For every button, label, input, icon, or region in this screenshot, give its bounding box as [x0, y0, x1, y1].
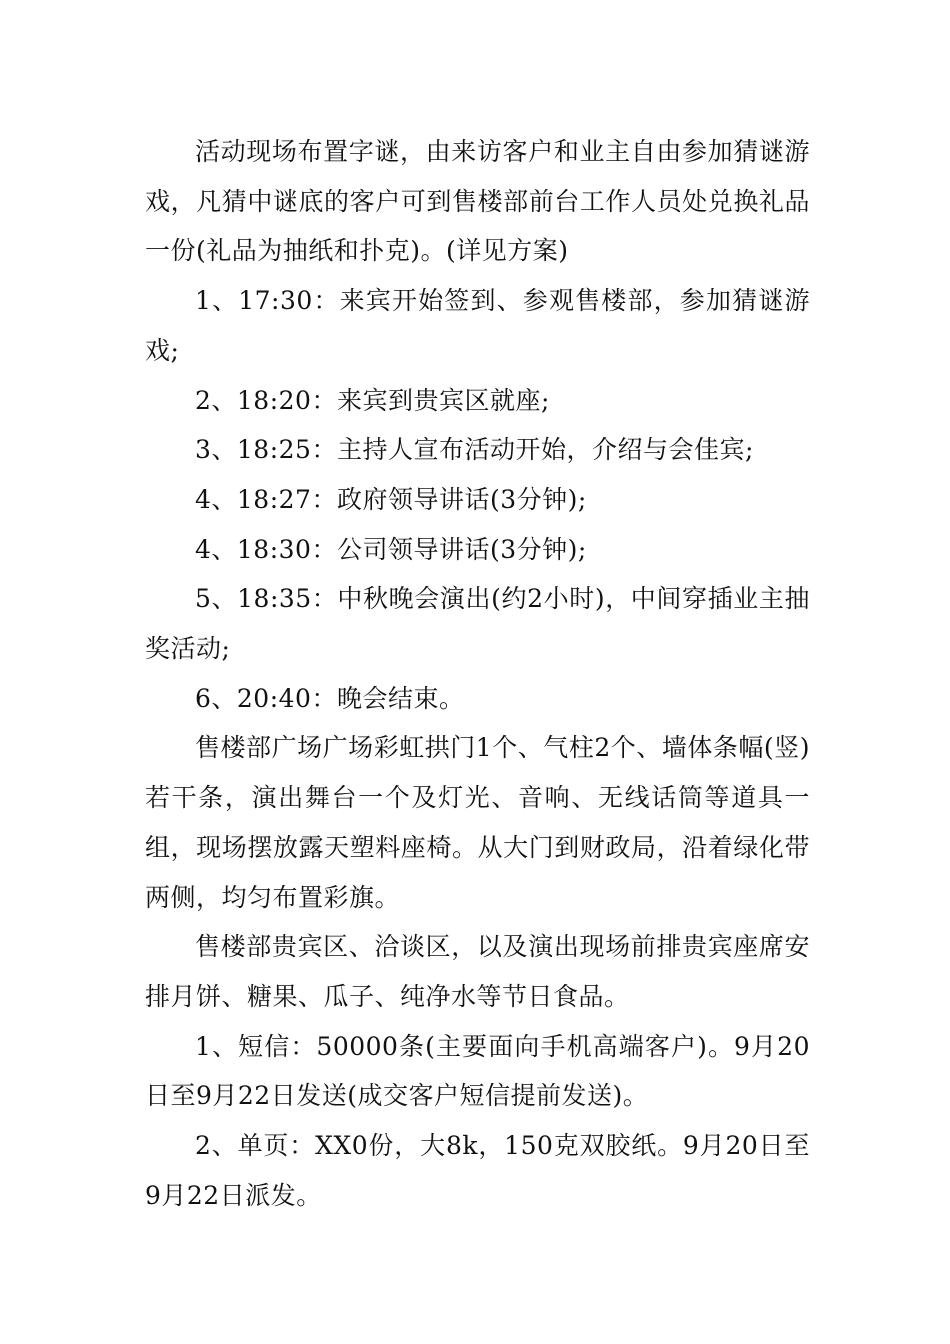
schedule-item-1825: 3、18:25：主持人宣布活动开始，介绍与会佳宾; [195, 435, 754, 465]
paragraph-venue-layout: 售楼部广场广场彩虹拱门1个、气柱2个、墙体条幅(竖)若干条，演出舞台一个及灯光、音响、无线话筒等道具一组，现场摆放露天塑料座椅。从大门到财政局，沿着绿化带两侧，均匀布置彩旗。 [145, 733, 810, 912]
schedule-item-1835: 5、18:35：中秋晚会演出(约2小时)，中间穿插业主抽奖活动; [145, 584, 810, 664]
schedule-item-1820: 2、18:20：来宾到贵宾区就座; [195, 385, 550, 415]
promo-item-flyer: 2、单页：XX0份，大8k，150克双胶纸。9月20日至9月22日派发。 [145, 1131, 810, 1210]
paragraph-riddle-activity: 活动现场布置字谜，由来访客户和业主自由参加猜谜游戏，凡猜中谜底的客户可到售楼部前台工作人员处兑换礼品一份(礼品为抽纸和扑克)。(详见方案) [145, 137, 810, 266]
schedule-item-1830: 4、18:30：公司领导讲话(3分钟); [195, 534, 587, 564]
schedule-item-1827: 4、18:27：政府领导讲话(3分钟); [195, 484, 587, 514]
schedule-item-2040: 6、20:40：晚会结束。 [195, 683, 465, 713]
promo-item-sms: 1、短信：50000条(主要面向手机高端客户)。9月20日至9月22日发送(成交客户短信提前发送)。 [145, 1031, 810, 1111]
document-body [145, 127, 810, 1220]
paragraph-food-arrangement: 售楼部贵宾区、洽谈区，以及演出现场前排贵宾座席安排月饼、糖果、瓜子、纯净水等节日食品。 [145, 932, 810, 1011]
schedule-item-1730: 1、17:30：来宾开始签到、参观售楼部，参加猜谜游戏; [145, 286, 810, 365]
